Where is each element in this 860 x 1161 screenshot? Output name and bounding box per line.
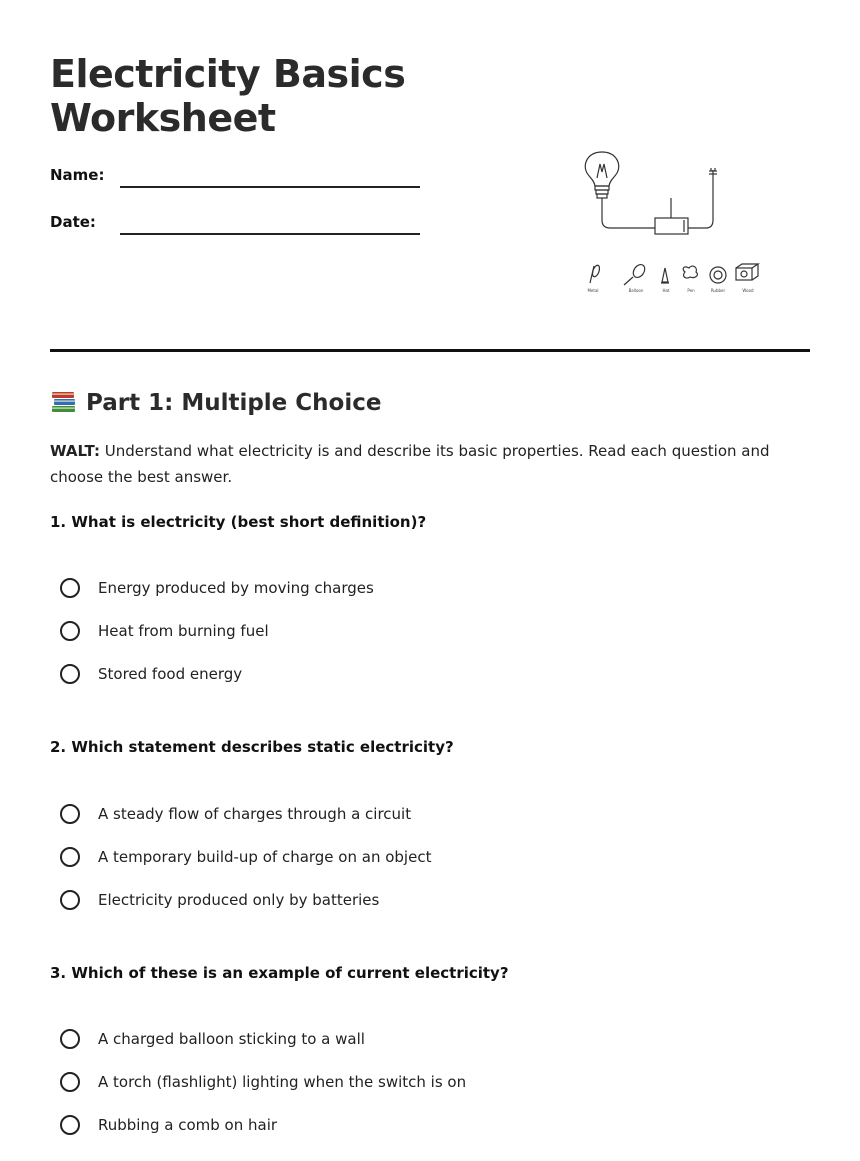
question-3: 3. Which of these is an example of current electricity? xyxy=(50,964,509,982)
radio-button[interactable] xyxy=(60,890,80,910)
name-label: Name: xyxy=(50,166,105,184)
hat-icon xyxy=(661,268,669,283)
radio-button[interactable] xyxy=(60,621,80,641)
option-label: Stored food energy xyxy=(98,665,243,683)
question-3-option-b[interactable] xyxy=(60,1072,800,1115)
radio-button[interactable] xyxy=(60,1029,80,1049)
section-divider xyxy=(50,349,810,352)
circuit-illustration xyxy=(578,140,778,300)
question-2-options xyxy=(60,804,800,933)
books-icon xyxy=(50,388,78,414)
rubber-icon xyxy=(710,267,726,283)
question-3-option-a[interactable] xyxy=(60,1029,800,1072)
plug-icon xyxy=(709,168,717,182)
illustration-label-wood: Wood xyxy=(742,288,754,293)
option-label: Rubbing a comb on hair xyxy=(98,1116,278,1134)
question-1-options xyxy=(60,578,800,707)
part1-title-text: Part 1: Multiple Choice xyxy=(86,390,382,416)
question-3-options xyxy=(60,1029,800,1158)
illustration-label-pen: Pen xyxy=(687,288,695,293)
question-2-option-b[interactable] xyxy=(60,847,800,890)
question-1-option-a[interactable] xyxy=(60,578,800,621)
option-label: Electricity produced only by batteries xyxy=(98,891,380,909)
date-line[interactable] xyxy=(120,233,420,235)
date-label: Date: xyxy=(50,213,96,231)
option-label: A torch (flashlight) lighting when the switch is on xyxy=(98,1073,467,1091)
option-label: Energy produced by moving charges xyxy=(98,579,374,597)
question-1: 1. What is electricity (best short definition)? xyxy=(50,513,427,531)
radio-button[interactable] xyxy=(60,1115,80,1135)
walt-text: Understand what electricity is and describe its basic properties. Read each question and choose the best answer. xyxy=(50,442,770,486)
illustration-label-metal: Metal xyxy=(587,288,599,293)
illustration-label-hat: Hat xyxy=(662,288,670,293)
question-2-option-a[interactable] xyxy=(60,804,800,847)
illustration-label-balloon: Balloon xyxy=(628,288,644,293)
radio-button[interactable] xyxy=(60,847,80,867)
wood-block-icon xyxy=(736,264,758,280)
question-3-option-c[interactable] xyxy=(60,1115,800,1158)
walt-paragraph xyxy=(50,438,810,490)
radio-button[interactable] xyxy=(60,578,80,598)
option-label: A steady flow of charges through a circuit xyxy=(98,805,412,823)
light-bulb-icon xyxy=(585,152,618,198)
walt-label: WALT: xyxy=(50,442,100,460)
option-label: Heat from burning fuel xyxy=(98,622,269,640)
question-1-option-b[interactable] xyxy=(60,621,800,664)
option-label: A charged balloon sticking to a wall xyxy=(98,1030,365,1048)
balloon-icon xyxy=(624,262,647,285)
part1-title xyxy=(50,387,381,419)
name-line[interactable] xyxy=(120,186,420,188)
radio-button[interactable] xyxy=(60,664,80,684)
radio-button[interactable] xyxy=(60,804,80,824)
worksheet-title: Electricity Basics Worksheet xyxy=(50,52,406,140)
question-2: 2. Which statement describes static electricity? xyxy=(50,738,454,756)
question-2-option-c[interactable] xyxy=(60,890,800,933)
option-label: A temporary build-up of charge on an object xyxy=(98,848,432,866)
metal-spoon-icon xyxy=(590,264,601,283)
battery-icon xyxy=(655,198,688,234)
pen-icon xyxy=(683,266,697,278)
illustration-label-rubber: Rubber xyxy=(710,288,726,293)
radio-button[interactable] xyxy=(60,1072,80,1092)
question-1-option-c[interactable] xyxy=(60,664,800,707)
